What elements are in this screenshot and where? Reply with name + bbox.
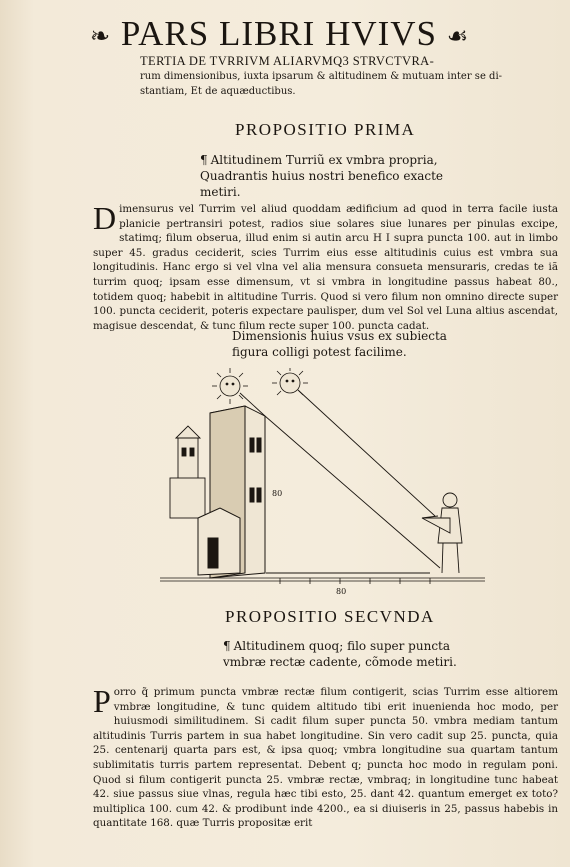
drop-cap-initial: P: [93, 683, 111, 719]
left-fleuron-ornament: ❧: [90, 23, 112, 50]
sun-icon: [212, 368, 248, 404]
proposition-2-caption: [223, 638, 463, 670]
tower-measurement-woodcut: [150, 368, 490, 598]
pilcrow-icon: ¶: [223, 639, 231, 653]
proposition-2-body: [93, 685, 558, 831]
pilcrow-icon: ¶: [200, 153, 208, 167]
page-title: [90, 14, 560, 57]
right-fleuron-ornament: ☙: [446, 23, 470, 50]
proposition-1-heading: PROPOSITIO PRIMA: [235, 120, 416, 139]
figure-caption: Dimensionis huius vsus ex subiecta figura colligi potest facilime.: [232, 329, 447, 359]
page-title-text: PARS LIBRI HVIVS: [120, 14, 438, 53]
subtitle-line-2: rum dimensionibus, iuxta ipsarum & altitudinem & mutuam inter se di-: [140, 71, 503, 82]
proposition-1-body: [93, 202, 558, 333]
height-label: 80: [272, 489, 283, 498]
proposition-1-caption-text: Altitudinem Turriũ ex vmbra propria, Quadrantis huius nostri benefico exacte metiri.: [200, 153, 444, 199]
sight-lines: [240, 390, 440, 573]
page-subtitle: [140, 54, 540, 99]
drop-cap-initial: D: [93, 200, 117, 236]
proposition-2-heading: PROPOSITIO SECVNDA: [225, 607, 435, 626]
proposition-2-caption-text: Altitudinem quoq; filo super puncta vmbræ rectæ cadente, cõmode metiri.: [223, 639, 457, 669]
subtitle-line-3: stantiam, Et de aquæductibus.: [140, 86, 296, 97]
proposition-2-body-text: orro q̃ primum puncta vmbræ rectæ filum contigerit, scias Turrim esse altiorem vmbræ longitudine, & tunc quidem altitudo tibi erit inuenienda hoc modo, per huiusmodi similitudinem. Si cadit filum super puncta 50. vmbra mediam tantum altitudinis Turris partem in sua habet longitudine. Sin vero cadit sup 25. puncta, quia 25. centenarij quarta pars est, & ipsa quoq; vmbra longitudine sua quartam tantum sublimitatis turris partem representat. Debent q; puncta hoc modo in regulam poni. Quod si filum contigerit puncta 25. vmbræ rectæ, vmbraq; in longitudine tunc habeat 42. siue passus siue vlnas, regula hæc tibi esto, 25. dant 42. quantum emerget ex toto? multiplica 100. cum 42. & prodibunt inde 4200., ea si diuiseris in 25, passus habebis in quantitate 168. quæ Turris propositæ erit: [93, 686, 558, 830]
proposition-1-body-text: imensurus vel Turrim vel aliud quoddam ædificium ad quod in terra facile iusta planicie pertransiri potest, radios siue solares siue lunares per pinulas excipe, statimq; filum obserua, illud enim si autin arcu H I supra puncta 100. aut in limbo super 45. gradus ceciderit, scies Turrim eius esse altitudinis cuius est vmbra sua longitudinis. Hanc ergo si vel vlna vel alia mensura consueta mensuraris, credas te iã turrim quoq; ipsam esse dimensum, vt si vmbra in longitudine passus habeat 80., totidem quoq; habebit in altitudine Turris. Quod si vero filum non omnino directe super 100. puncta ceciderit, poteris expectare paulisper, dum vel Sol vel Luna altius ascendat, magisue descendat, & tunc filum recte super 100. puncta cadat.: [93, 203, 558, 332]
proposition-1-caption: [200, 152, 460, 200]
subtitle-line-1: TERTIA DE TVRRIVM ALIARVMQ3 STRVCTVRA-: [140, 54, 435, 68]
base-label: 80: [336, 587, 347, 596]
moon-icon: [272, 368, 308, 395]
ground: [160, 578, 485, 584]
tower: [198, 406, 265, 578]
background-buildings: [170, 426, 205, 518]
observer-figure: [422, 493, 462, 573]
